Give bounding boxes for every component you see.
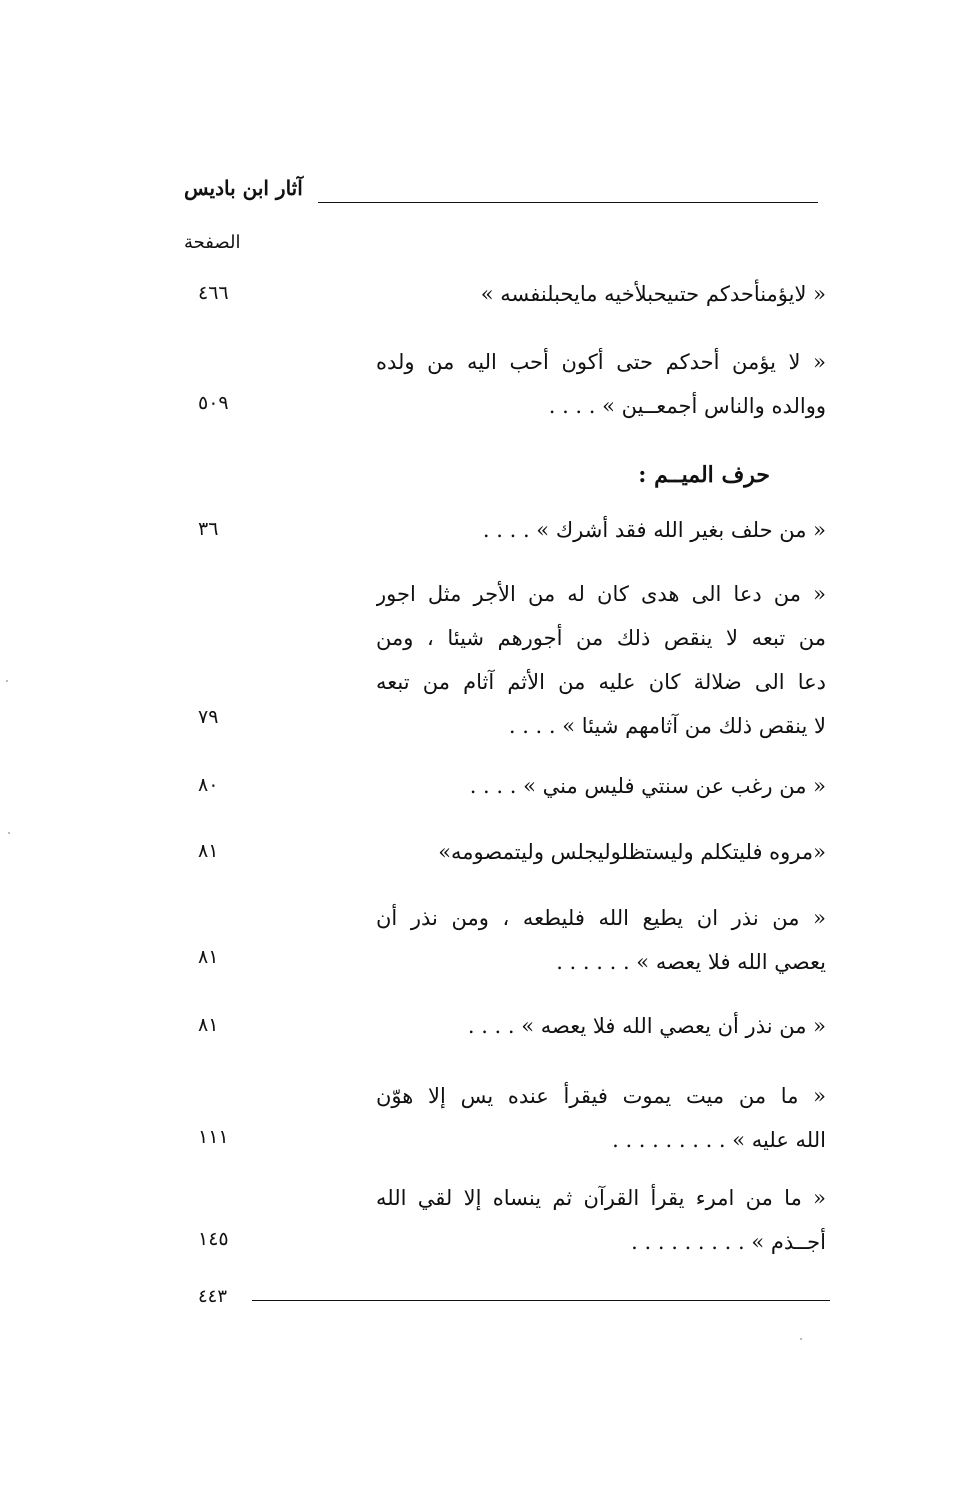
footer-page-number: ٤٤٣ — [198, 1286, 228, 1307]
header-rule — [318, 202, 818, 203]
entry-line: «مروه فليتكلم وليستظلوليجلس وليتمصومه» — [438, 840, 826, 864]
entry-page-number: ٣٦ — [198, 518, 219, 540]
index-entry — [376, 1004, 826, 1048]
entry-line: دعا الى ضلالة كان عليه من الأثم آثام من تبعه — [376, 670, 826, 694]
scan-speck — [800, 1338, 802, 1340]
scan-speck — [6, 680, 8, 682]
entry-line: « ما من امرء يقرأ القرآن ثم ينساه إلا لقي الله — [376, 1186, 826, 1210]
index-entry — [376, 896, 826, 984]
entry-page-number: ٨١ — [198, 840, 219, 862]
entry-page-number: ٧٩ — [198, 706, 219, 728]
entry-line: يعصي الله فلا يعصه » . . . . . . — [556, 950, 826, 974]
entry-line: أجــذم » . . . . . . . . . — [631, 1230, 826, 1254]
entry-line: الله عليه » . . . . . . . . . — [612, 1128, 826, 1152]
entry-page-number: ٨١ — [198, 1014, 219, 1036]
entry-line: « ما من ميت يموت فيقرأ عنده يس إلا هوّن — [376, 1084, 826, 1108]
index-entry — [376, 764, 826, 808]
entry-line: « من رغب عن سنتي فليس مني » . . . . — [469, 774, 826, 798]
entry-line: « لايؤمنأحدكم حتىيحبلأخيه مايحبلنفسه » — [480, 282, 826, 306]
index-entry — [376, 272, 826, 316]
index-entry — [376, 830, 826, 874]
entry-line: « لا يؤمن أحدكم حتى أكون أحب اليه من ولده — [376, 350, 826, 374]
index-entry — [376, 340, 826, 428]
entry-line: « من حلف بغير الله فقد أشرك » . . . . — [482, 518, 826, 542]
footer-rule — [252, 1300, 830, 1301]
entry-line: ووالده والناس أجمعــين » . . . . — [548, 394, 826, 418]
index-entry — [376, 508, 826, 552]
running-header-title: آثار ابن باديس — [184, 176, 303, 200]
index-entry — [376, 1176, 826, 1264]
scan-speck — [8, 832, 10, 834]
entry-line: « من دعا الى هدى كان له من الأجر مثل اجور — [376, 582, 826, 606]
entry-page-number: ١٤٥ — [198, 1228, 229, 1250]
entry-page-number: ٨١ — [198, 946, 219, 968]
entry-page-number: ٨٠ — [198, 774, 219, 796]
entry-page-number: ٥٠٩ — [198, 392, 229, 414]
page-column-label: الصفحة — [184, 232, 241, 253]
entry-page-number: ٤٦٦ — [198, 282, 229, 304]
entry-page-number: ١١١ — [198, 1126, 229, 1148]
entry-line: « من نذر أن يعصي الله فلا يعصه » . . . . — [467, 1014, 826, 1038]
section-heading: حرف الميــم : — [638, 462, 770, 488]
entry-line: لا ينقص ذلك من آثامهم شيئا » . . . . — [508, 714, 826, 738]
entry-line: من تبعه لا ينقص ذلك من أجورهم شيئا ، ومن — [376, 626, 826, 650]
index-entry — [376, 572, 826, 748]
index-entry — [376, 1074, 826, 1162]
entry-line: « من نذر ان يطيع الله فليطعه ، ومن نذر أن — [376, 906, 826, 930]
